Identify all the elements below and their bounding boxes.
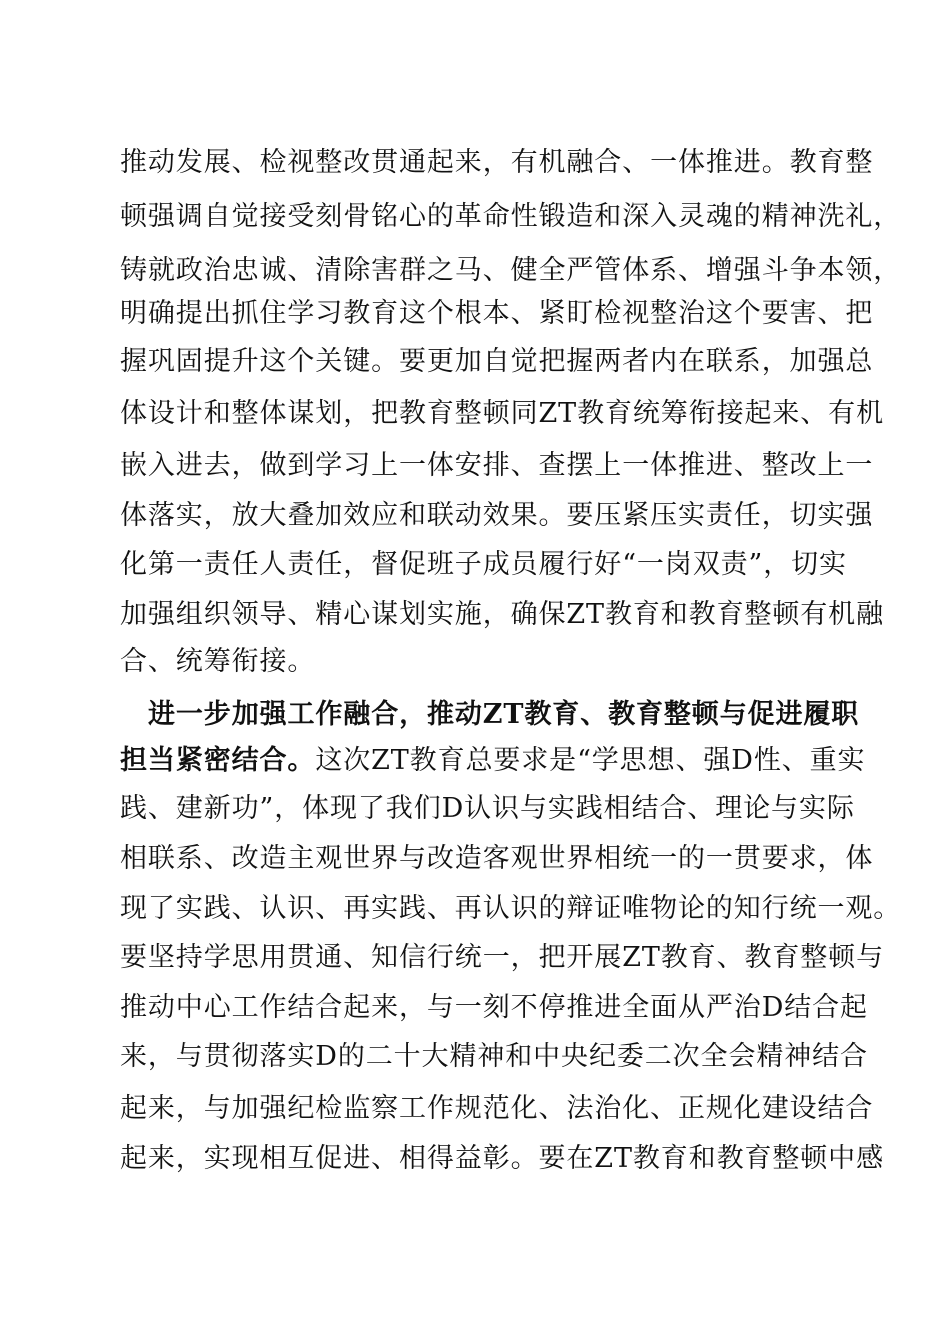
paragraph-1-line-9: 化第一责任人责任，督促班子成员履行好“一岗双责”，切实 [120, 549, 847, 580]
paragraph-1-line-1: 推动发展、检视整改贯通起来，有机融合、一体推进。教育整 [120, 147, 874, 178]
paragraph-1-line-6: 体设计和整体谋划，把教育整顿同ZT教育统筹衔接起来、有机 [120, 398, 884, 429]
paragraph-1-line-5: 握巩固提升这个关键。要更加自觉把握两者内在联系，加强总 [120, 346, 874, 377]
paragraph-2-line-4: 相联系、改造主观世界与改造客观世界相统一的一贯要求，体 [120, 843, 874, 874]
paragraph-2-line-2-text: 这次ZT教育总要求是“学思想、强D性、重实 [315, 745, 866, 776]
paragraph-2-line-6: 要坚持学思用贯通、知信行统一，把开展ZT教育、教育整顿与 [120, 942, 884, 973]
paragraph-1-line-3: 铸就政治忠诚、清除害群之马、健全严管体系、增强斗争本领， [120, 255, 902, 286]
paragraph-2-line-2 [120, 741, 866, 781]
paragraph-2-line-8: 来，与贯彻落实D的二十大精神和中央纪委二次全会精神结合 [120, 1041, 868, 1072]
paragraph-2-line-5: 现了实践、认识、再实践、再认识的辩证唯物论的知行统一观。 [120, 893, 902, 924]
paragraph-1-line-2: 顿强调自觉接受刻骨铭心的革命性锻造和深入灵魂的精神洗礼， [120, 201, 902, 232]
paragraph-1-line-8: 体落实，放大叠加效应和联动效果。要压紧压实责任，切实强 [120, 500, 874, 531]
paragraph-2-line-3: 践、建新功”，体现了我们D认识与实践相结合、理论与实际 [120, 793, 855, 824]
paragraph-2-heading-line-1: 进一步加强工作融合，推动ZT教育、教育整顿与促进履职 [148, 699, 860, 730]
paragraph-1-line-7: 嵌入进去，做到学习上一体安排、查摆上一体推进、整改上一 [120, 450, 874, 481]
paragraph-1-line-10: 加强组织领导、精心谋划实施，确保ZT教育和教育整顿有机融 [120, 599, 884, 630]
paragraph-2-heading-end: 担当紧密结合。 [120, 745, 316, 776]
paragraph-1-line-4: 明确提出抓住学习教育这个根本、紧盯检视整治这个要害、把 [120, 298, 874, 329]
paragraph-2-line-10: 起来，实现相互促进、相得益彰。要在ZT教育和教育整顿中感 [120, 1143, 884, 1174]
paragraph-2-line-7: 推动中心工作结合起来，与一刻不停推进全面从严治D结合起 [120, 992, 868, 1023]
paragraph-2-line-9: 起来，与加强纪检监察工作规范化、法治化、正规化建设结合 [120, 1093, 874, 1124]
paragraph-1-line-11: 合、统筹衔接。 [120, 646, 316, 677]
